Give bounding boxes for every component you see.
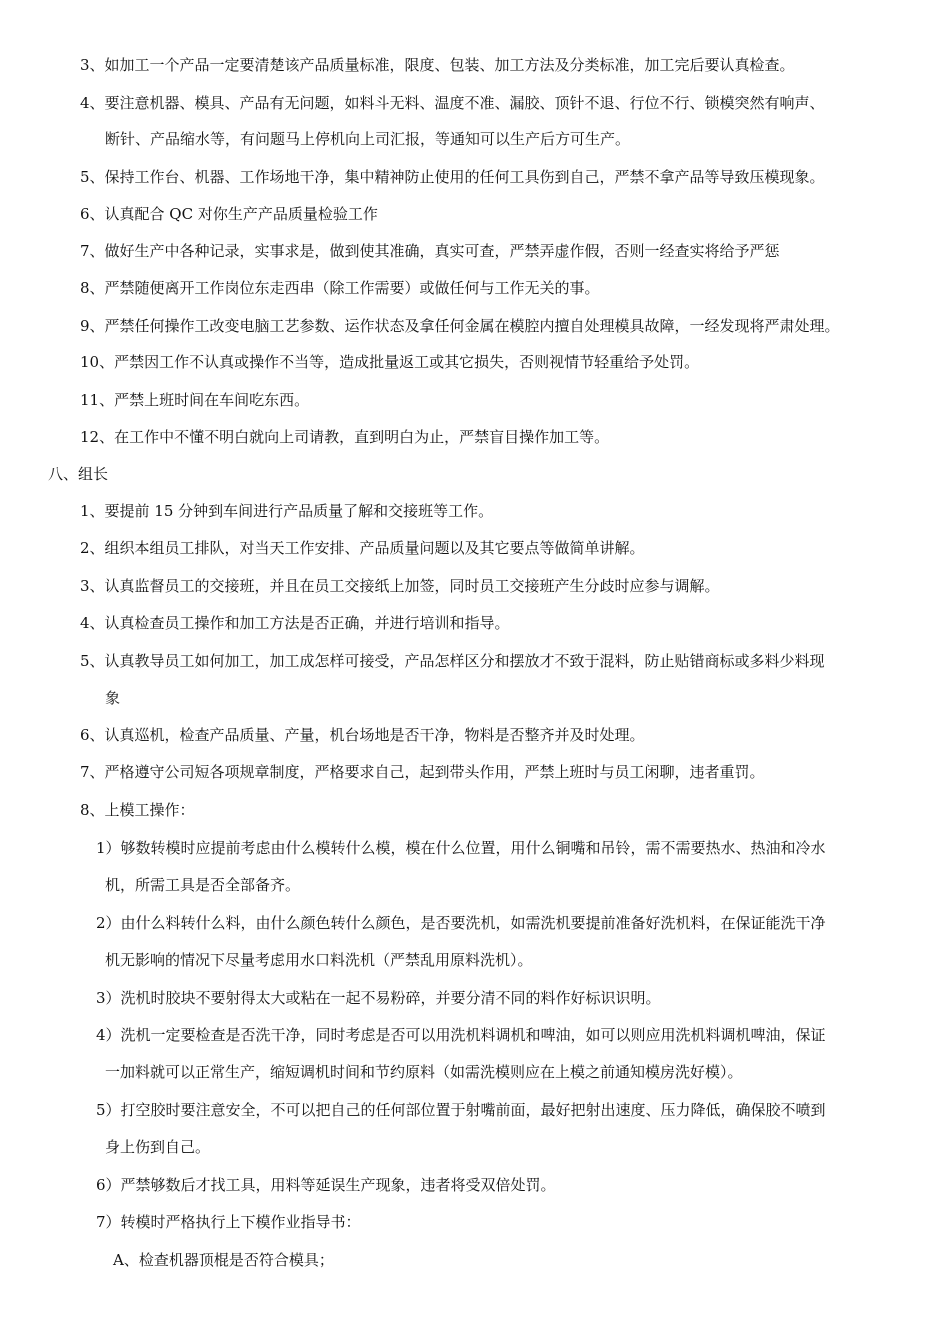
mold-step-1-continued: 机，所需工具是否全部备齐。 xyxy=(105,876,301,894)
rule-item-8: 8、严禁随便离开工作岗位东走西串（除工作需要）或做任何与工作无关的事。 xyxy=(80,279,600,297)
rule-item-10: 10、严禁因工作不认真或操作不当等，造成批量返工或其它损失，否则视情节轻重给予处罚。 xyxy=(80,353,700,371)
rule-item-5: 5、保持工作台、机器、工作场地干净，集中精神防止使用的任何工具伤到自己，严禁不拿产品等导致压模现象。 xyxy=(80,168,825,186)
leader-item-1: 1、要提前 15 分钟到车间进行产品质量了解和交接班等工作。 xyxy=(80,502,494,520)
rule-item-7: 7、做好生产中各种记录，实事求是，做到使其准确，真实可查，严禁弄虚作假，否则一经查实将给予严惩 xyxy=(80,242,780,260)
mold-step-6: 6）严禁够数后才找工具，用料等延误生产现象，违者将受双倍处罚。 xyxy=(96,1176,556,1194)
mold-substep-a: A、检查机器顶棍是否符合模具； xyxy=(113,1251,334,1269)
mold-step-5-continued: 身上伤到自己。 xyxy=(105,1138,211,1156)
leader-item-2: 2、组织本组员工排队，对当天工作安排、产品质量问题以及其它要点等做简单讲解。 xyxy=(80,539,645,557)
mold-step-1: 1）够数转模时应提前考虑由什么模转什么模，模在什么位置，用什么铜嘴和吊铃，需不需要热水、热油和冷水 xyxy=(96,839,826,857)
section-heading-team-leader: 八、组长 xyxy=(48,465,109,483)
rule-item-11: 11、严禁上班时间在车间吃东西。 xyxy=(80,391,310,409)
leader-item-8: 8、上模工操作： xyxy=(80,801,195,819)
rule-item-4: 4、要注意机器、模具、产品有无问题，如料斗无料、温度不准、漏胶、顶针不退、行位不行、锁模突然有响声、 xyxy=(80,94,825,112)
leader-item-6: 6、认真巡机，检查产品质量、产量，机台场地是否干净，物料是否整齐并及时处理。 xyxy=(80,726,645,744)
mold-step-5: 5）打空胶时要注意安全，不可以把自己的任何部位置于射嘴前面，最好把射出速度、压力降低，确保胶不喷到 xyxy=(96,1101,826,1119)
leader-item-4: 4、认真检查员工操作和加工方法是否正确，并进行培训和指导。 xyxy=(80,614,510,632)
mold-step-4: 4）洗机一定要检查是否洗干净，同时考虑是否可以用洗机料调机和啤油，如可以则应用洗机料调机啤油，保证 xyxy=(96,1026,826,1044)
mold-step-7: 7）转模时严格执行上下模作业指导书： xyxy=(96,1213,361,1231)
mold-step-2-continued: 机无影响的情况下尽量考虑用水口料洗机（严禁乱用原料洗机）。 xyxy=(105,951,533,969)
leader-item-7: 7、严格遵守公司短各项规章制度，严格要求自己，起到带头作用，严禁上班时与员工闲聊，违者重罚。 xyxy=(80,763,765,781)
mold-step-2: 2）由什么料转什么料，由什么颜色转什么颜色，是否要洗机，如需洗机要提前准备好洗机料，在保证能洗干净 xyxy=(96,914,826,932)
leader-item-3: 3、认真监督员工的交接班，并且在员工交接纸上加签，同时员工交接班产生分歧时应参与调解。 xyxy=(80,577,720,595)
rule-item-9: 9、严禁任何操作工改变电脑工艺参数、运作状态及拿任何金属在模腔内擅自处理模具故障，一经发现将严肃处理。 xyxy=(80,317,840,335)
rule-item-4-continued: 断针、产品缩水等，有问题马上停机向上司汇报，等通知可以生产后方可生产。 xyxy=(105,130,631,148)
leader-item-5: 5、认真教导员工如何加工，加工成怎样可接受，产品怎样区分和摆放才不致于混料，防止贴错商标或多料少料现 xyxy=(80,652,825,670)
leader-item-5-continued: 象 xyxy=(105,689,121,707)
rule-item-12: 12、在工作中不懂不明白就向上司请教，直到明白为止，严禁盲目操作加工等。 xyxy=(80,428,610,446)
mold-step-3: 3）洗机时胶块不要射得太大或粘在一起不易粉碎，并要分清不同的料作好标识识明。 xyxy=(96,989,661,1007)
mold-step-4-continued: 一加料就可以正常生产，缩短调机时间和节约原料（如需洗模则应在上模之前通知模房洗好模）。 xyxy=(105,1063,743,1081)
rule-item-3: 3、如加工一个产品一定要清楚该产品质量标准，限度、包装、加工方法及分类标准，加工完后要认真检查。 xyxy=(80,56,795,74)
rule-item-6: 6、认真配合 QC 对你生产产品质量检验工作 xyxy=(80,205,378,223)
